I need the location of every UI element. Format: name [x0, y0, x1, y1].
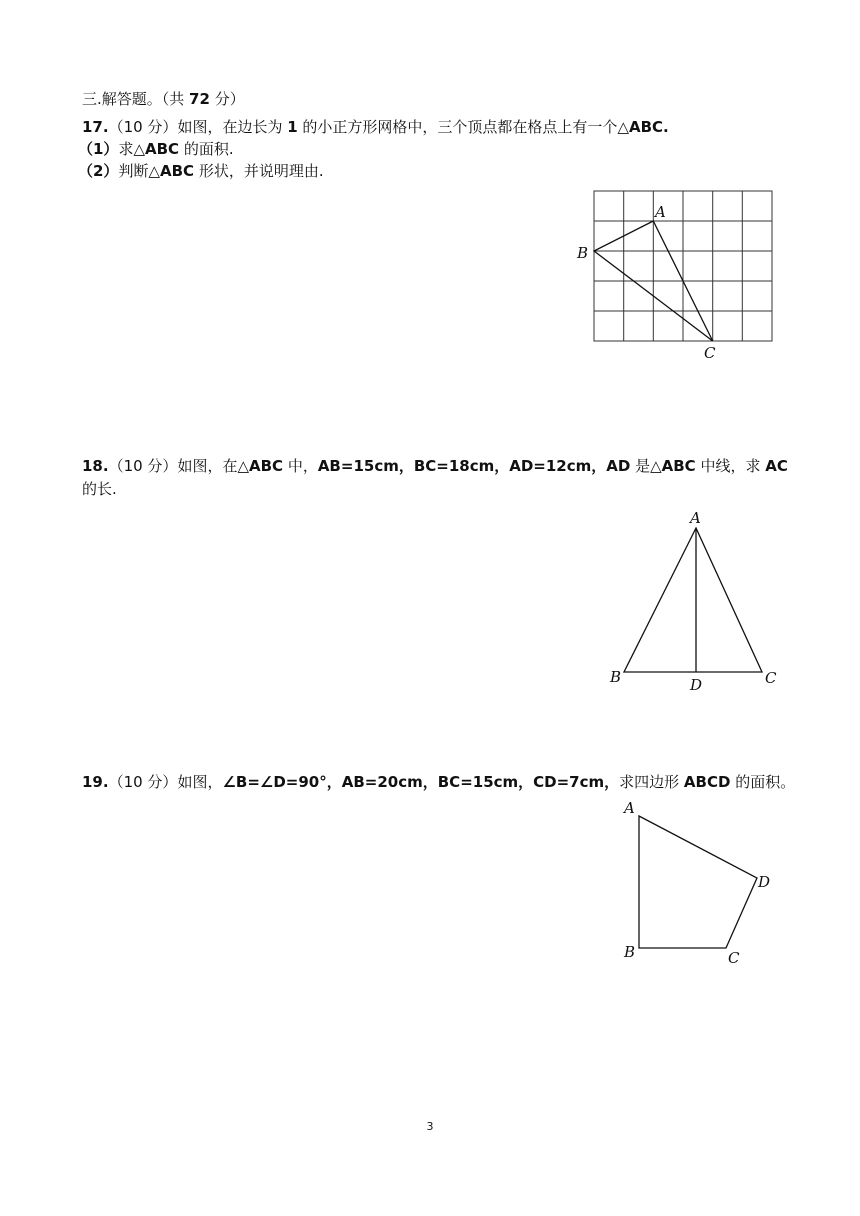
q18-label-b: B	[610, 668, 622, 686]
q18-text-e: 的长.	[82, 480, 117, 498]
q19-label-c: C	[728, 949, 740, 967]
q19-given: ∠B=∠D=90°，AB=20cm，BC=15cm，CD=7cm，	[222, 773, 620, 791]
section-suffix: 分）	[209, 90, 245, 108]
q18-stem-line2	[82, 478, 117, 500]
q18-text-c: 是	[630, 457, 651, 475]
q17-stem	[82, 116, 669, 138]
q19-number: 19.	[82, 773, 109, 791]
q18-text-d: 中线，求	[695, 457, 766, 475]
q19-text: 如图，	[177, 773, 223, 791]
q17-number: 17.	[82, 118, 109, 136]
q18-label-a: A	[690, 509, 701, 527]
q17-sub2-number: （2）	[78, 162, 119, 180]
q19-label-a: A	[624, 799, 635, 817]
section-heading	[82, 88, 245, 110]
q17-triangle: △ABC.	[617, 118, 669, 136]
q18-label-d: D	[690, 676, 703, 694]
section-points: 72	[189, 90, 210, 108]
q17-text-b: 的小正方形网格中，三个顶点都在格点上有一个	[297, 118, 618, 136]
q17-sub2-text: 判断	[118, 162, 149, 180]
q17-label-b: B	[577, 244, 589, 262]
q19-stem	[82, 771, 795, 793]
q19-label-d: D	[758, 873, 771, 891]
q18-score: （10 分）	[108, 457, 178, 475]
q19-quad-figure	[610, 798, 790, 970]
q18-triangle-figure	[600, 506, 790, 696]
section-prefix: 三.解答题。（共	[82, 90, 190, 108]
q19-quad: ABCD	[683, 773, 731, 791]
q19-label-b: B	[624, 943, 636, 961]
page-number: 3	[426, 1120, 434, 1133]
q18-text: 如图，在	[177, 457, 238, 475]
q17-sub2	[78, 160, 324, 182]
q18-text-b: 中，	[283, 457, 318, 475]
q17-score: （10 分）	[108, 118, 178, 136]
q17-grid-figure	[572, 186, 782, 366]
q18-triangle-abc	[624, 528, 762, 672]
q17-sub1-number: （1）	[78, 140, 119, 158]
q17-sub1-text: 求	[118, 140, 134, 158]
q19-quadrilateral-abcd	[639, 816, 757, 948]
q19-text-c: 的面积。	[730, 773, 796, 791]
q17-sub1-triangle: △ABC	[133, 140, 180, 158]
q19-score: （10 分）	[108, 773, 178, 791]
q18-ac: AC	[765, 457, 788, 475]
q17-sub1	[78, 138, 234, 160]
q18-number: 18.	[82, 457, 109, 475]
q17-label-a: A	[655, 203, 666, 221]
q18-given: AB=15cm，BC=18cm，AD=12cm，AD	[317, 457, 631, 475]
q17-sub1-text-b: 的面积.	[179, 140, 234, 158]
q17-text: 如图，在边长为	[177, 118, 288, 136]
q17-sub2-triangle: △ABC	[148, 162, 195, 180]
q17-one: 1	[287, 118, 298, 136]
q19-text-b: 求四边形	[619, 773, 684, 791]
q17-sub2-text-b: 形状，并说明理由.	[194, 162, 324, 180]
q18-triangle: △ABC	[237, 457, 284, 475]
q18-stem	[82, 455, 788, 477]
q18-label-c: C	[765, 669, 777, 687]
q17-label-c: C	[704, 344, 716, 362]
q18-triangle-2: △ABC	[650, 457, 696, 475]
